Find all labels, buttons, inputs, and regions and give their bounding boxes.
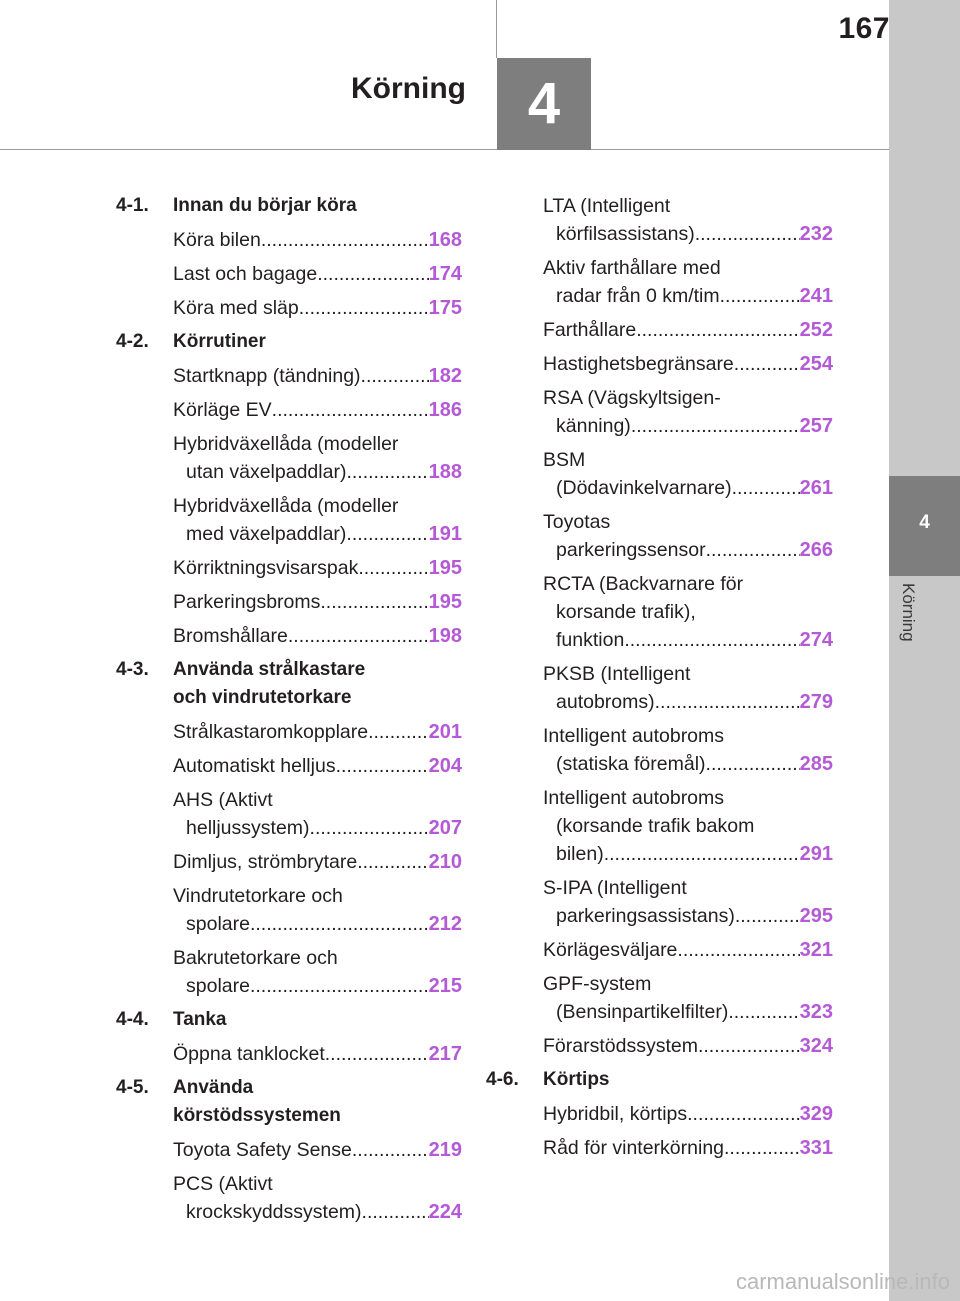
toc-entry-title: spolare — [186, 913, 250, 935]
toc-entry-title: Strålkastaromkopplare — [173, 721, 369, 743]
dot-leader — [655, 688, 800, 716]
section-title: och vindrutetorkare — [173, 687, 352, 708]
toc-entry-title: Last och bagage — [173, 263, 318, 285]
dot-leader — [695, 220, 800, 248]
dot-leader — [624, 626, 799, 654]
toc-page-link[interactable]: 217 — [428, 1043, 462, 1065]
dot-leader — [310, 814, 429, 842]
dot-leader — [720, 282, 800, 310]
toc-entry-title: körfilsassistans) — [556, 223, 695, 245]
toc-entry-title: Toyotas — [543, 511, 611, 533]
toc-entry-title: Köra bilen — [173, 229, 261, 251]
toc-entry[interactable] — [486, 874, 833, 930]
toc-entry[interactable] — [116, 1170, 462, 1226]
dot-leader — [272, 396, 429, 424]
header-divider — [0, 149, 889, 150]
toc-entry-title: Köra med släp — [173, 297, 299, 319]
toc-section-heading — [116, 1074, 462, 1130]
toc-page-link[interactable]: 285 — [799, 753, 833, 775]
header-divider-vertical — [496, 0, 497, 58]
toc-entry-title: Öppna tanklocket — [173, 1043, 325, 1065]
toc-left-column — [116, 192, 462, 1232]
toc-page-link[interactable]: 186 — [428, 399, 462, 421]
toc-page-link[interactable]: 274 — [799, 629, 833, 651]
toc-page-link[interactable]: 254 — [799, 353, 833, 375]
toc-entry[interactable] — [116, 1040, 462, 1068]
toc-page-link[interactable]: 241 — [799, 285, 833, 307]
toc-entry[interactable] — [116, 718, 462, 746]
dot-leader — [734, 350, 800, 378]
section-title: Körtips — [543, 1069, 610, 1090]
toc-entry-title: Toyota Safety Sense — [173, 1139, 352, 1161]
toc-entry-title: känning) — [556, 415, 631, 437]
dot-leader — [357, 848, 428, 876]
section-title: Använda strålkastare — [173, 659, 366, 680]
toc-page-link[interactable]: 232 — [799, 223, 833, 245]
section-number: 4-3. — [116, 659, 149, 680]
section-number: 4-1. — [116, 195, 149, 216]
toc-entry-title: bilen) — [556, 843, 604, 865]
toc-page-link[interactable]: 224 — [428, 1201, 462, 1223]
toc-entry-title: Förarstödssystem — [543, 1035, 698, 1057]
toc-entry-title: helljussystem) — [186, 817, 310, 839]
toc-entry-title: GPF-system — [543, 973, 652, 995]
toc-entry[interactable] — [116, 294, 462, 322]
toc-entry[interactable] — [486, 192, 833, 248]
dot-leader — [361, 362, 429, 390]
dot-leader — [250, 972, 429, 1000]
toc-entry[interactable] — [116, 752, 462, 780]
section-number: 4-4. — [116, 1009, 149, 1030]
toc-page-link[interactable]: 191 — [428, 523, 462, 545]
toc-entry[interactable] — [486, 936, 833, 964]
toc-page-link[interactable]: 201 — [428, 721, 462, 743]
toc-entry-title: med växelpaddlar) — [186, 523, 347, 545]
toc-entry-title: Vindrutetorkare och — [173, 885, 343, 907]
toc-page-link[interactable]: 198 — [428, 625, 462, 647]
section-number: 4-6. — [486, 1069, 519, 1090]
toc-page-link[interactable]: 295 — [799, 905, 833, 927]
toc-section-heading — [116, 328, 462, 356]
toc-page-link[interactable]: 210 — [428, 851, 462, 873]
toc-entry-title: korsande trafik), — [556, 601, 696, 623]
dot-leader — [362, 1198, 429, 1226]
toc-entry[interactable] — [116, 430, 462, 486]
dot-leader — [368, 718, 429, 746]
toc-entry[interactable] — [486, 446, 833, 502]
toc-page-link[interactable]: 175 — [428, 297, 462, 319]
toc-entry-title: Farthållare — [543, 319, 637, 341]
dot-leader — [336, 752, 429, 780]
toc-entry-title: Körlägesväljare — [543, 939, 678, 961]
toc-page-link[interactable]: 252 — [799, 319, 833, 341]
toc-page-link[interactable]: 261 — [799, 477, 833, 499]
toc-entry-title: Hybridbil, körtips — [543, 1103, 688, 1125]
toc-page-link[interactable]: 323 — [799, 1001, 833, 1023]
toc-page-link[interactable]: 329 — [799, 1103, 833, 1125]
toc-entry[interactable] — [116, 944, 462, 1000]
toc-entry-title: Intelligent autobroms — [543, 787, 725, 809]
toc-entry[interactable] — [486, 350, 833, 378]
dot-leader — [604, 840, 800, 868]
toc-entry[interactable] — [116, 492, 462, 548]
section-number: 4-5. — [116, 1077, 149, 1098]
dot-leader — [706, 536, 800, 564]
section-title: Tanka — [173, 1009, 227, 1030]
toc-page-link[interactable]: 204 — [428, 755, 462, 777]
toc-entry[interactable] — [116, 882, 462, 938]
toc-entry[interactable] — [486, 384, 833, 440]
toc-entry-title: Automatiskt helljus — [173, 755, 336, 777]
page-number: 167 — [838, 12, 890, 45]
toc-entry[interactable] — [486, 254, 833, 310]
toc-entry[interactable] — [486, 660, 833, 716]
toc-page-link[interactable]: 188 — [428, 461, 462, 483]
toc-entry-title: funktion — [556, 629, 625, 651]
toc-entry[interactable] — [486, 784, 833, 868]
toc-entry-title: (Dödavinkelvarnare) — [556, 477, 732, 499]
toc-page-link[interactable]: 321 — [799, 939, 833, 961]
toc-entry-title: RSA (Vägskyltsigen- — [543, 387, 721, 409]
toc-entry-title: Bakrutetorkare och — [173, 947, 338, 969]
toc-entry-title: autobroms) — [556, 691, 655, 713]
toc-page-link[interactable]: 182 — [428, 365, 462, 387]
toc-entry-title: Körläge EV — [173, 399, 272, 421]
side-tab-number: 4 — [919, 512, 930, 533]
toc-page-link[interactable]: 291 — [799, 843, 833, 865]
dot-leader — [706, 750, 800, 778]
toc-entry-title: parkeringssensor — [556, 539, 706, 561]
toc-entry-title: (korsande trafik bakom — [556, 815, 755, 837]
toc-entry[interactable] — [486, 1032, 833, 1060]
toc-entry-title: Hastighetsbegränsare — [543, 353, 734, 375]
chapter-title: Körning — [351, 72, 466, 105]
toc-entry[interactable] — [116, 260, 462, 288]
dot-leader — [299, 294, 429, 322]
toc-entry[interactable] — [486, 1100, 833, 1128]
toc-page-link[interactable]: 279 — [799, 691, 833, 713]
toc-right-column — [486, 192, 833, 1168]
toc-entry[interactable] — [116, 1136, 462, 1164]
toc-page-link[interactable]: 168 — [428, 229, 462, 251]
toc-entry-title: AHS (Aktivt — [173, 789, 273, 811]
dot-leader — [724, 1134, 800, 1162]
dot-leader — [261, 226, 429, 254]
dot-leader — [320, 588, 428, 616]
dot-leader — [325, 1040, 429, 1068]
toc-entry[interactable] — [486, 316, 833, 344]
dot-leader — [631, 412, 800, 440]
dot-leader — [728, 998, 799, 1026]
dot-leader — [698, 1032, 800, 1060]
dot-leader — [677, 936, 799, 964]
dot-leader — [317, 260, 428, 288]
toc-entry-title: Startknapp (tändning) — [173, 365, 361, 387]
toc-entry[interactable] — [486, 970, 833, 1026]
dot-leader — [352, 1136, 429, 1164]
toc-entry-title: parkeringsassistans) — [556, 905, 735, 927]
section-title: Körrutiner — [173, 331, 266, 352]
toc-page-link[interactable]: 266 — [799, 539, 833, 561]
dot-leader — [636, 316, 799, 344]
dot-leader — [732, 474, 800, 502]
toc-entry-title: Råd för vinterkörning — [543, 1137, 725, 1159]
toc-page-link[interactable]: 215 — [428, 975, 462, 997]
toc-entry[interactable] — [486, 508, 833, 564]
toc-entry[interactable] — [116, 848, 462, 876]
toc-page-link[interactable]: 207 — [428, 817, 462, 839]
toc-entry[interactable] — [116, 396, 462, 424]
toc-entry-title: Intelligent autobroms — [543, 725, 725, 747]
toc-entry-title: RCTA (Backvarnare för — [543, 573, 744, 595]
toc-entry-title: spolare — [186, 975, 250, 997]
dot-leader — [250, 910, 429, 938]
dot-leader — [687, 1100, 799, 1128]
dot-leader — [358, 554, 428, 582]
toc-section-heading — [116, 1006, 462, 1034]
toc-entry-title: Körriktningsvisarspak — [173, 557, 359, 579]
section-number: 4-2. — [116, 331, 149, 352]
toc-page-link[interactable]: 195 — [428, 591, 462, 613]
toc-entry-title: Hybridväxellåda (modeller — [173, 433, 399, 455]
dot-leader — [735, 902, 800, 930]
section-title: körstödssystemen — [173, 1105, 341, 1126]
toc-entry-title: LTA (Intelligent — [543, 195, 671, 217]
toc-entry-title: (Bensinpartikelfilter) — [556, 1001, 729, 1023]
toc-page-link[interactable]: 212 — [428, 913, 462, 935]
section-title: Innan du börjar köra — [173, 195, 357, 216]
toc-entry-title: Hybridväxellåda (modeller — [173, 495, 399, 517]
toc-entry[interactable] — [486, 1134, 833, 1162]
dot-leader — [288, 622, 429, 650]
toc-section-heading — [116, 656, 462, 712]
toc-entry[interactable] — [116, 588, 462, 616]
dot-leader — [346, 458, 428, 486]
side-tab-label: Körning — [899, 583, 918, 642]
toc-entry[interactable] — [116, 786, 462, 842]
toc-entry-title: BSM — [543, 449, 586, 471]
toc-entry[interactable] — [486, 722, 833, 778]
toc-page-link[interactable]: 219 — [428, 1139, 462, 1161]
toc-entry-title: PKSB (Intelligent — [543, 663, 691, 685]
toc-entry-title: Aktiv farthållare med — [543, 257, 721, 279]
toc-entry-title: S-IPA (Intelligent — [543, 877, 687, 899]
toc-page-link[interactable]: 174 — [428, 263, 462, 285]
toc-entry-title: krockskyddssystem) — [186, 1201, 362, 1223]
toc-entry-title: PCS (Aktivt — [173, 1173, 273, 1195]
toc-entry[interactable] — [116, 554, 462, 582]
toc-entry-title: Dimljus, strömbrytare — [173, 851, 358, 873]
toc-entry[interactable] — [486, 570, 833, 654]
toc-entry[interactable] — [116, 622, 462, 650]
toc-section-heading — [486, 1066, 833, 1094]
toc-entry[interactable] — [116, 226, 462, 254]
toc-section-heading — [116, 192, 462, 220]
toc-entry-title: (statiska föremål) — [556, 753, 706, 775]
toc-entry-title: Bromshållare — [173, 625, 288, 647]
toc-entry-title: utan växelpaddlar) — [186, 461, 347, 483]
section-title: Använda — [173, 1077, 254, 1098]
toc-entry[interactable] — [116, 362, 462, 390]
toc-page-link[interactable]: 257 — [799, 415, 833, 437]
chapter-number-box: 4 — [497, 58, 591, 150]
watermark-logo: carmanualsonline.info — [735, 1269, 950, 1294]
toc-page-link[interactable]: 331 — [799, 1137, 833, 1159]
dot-leader — [346, 520, 428, 548]
toc-page-link[interactable]: 324 — [799, 1035, 833, 1057]
toc-entry-title: Parkeringsbroms — [173, 591, 321, 613]
toc-entry-title: radar från 0 km/tim — [556, 285, 720, 307]
toc-page-link[interactable]: 195 — [428, 557, 462, 579]
